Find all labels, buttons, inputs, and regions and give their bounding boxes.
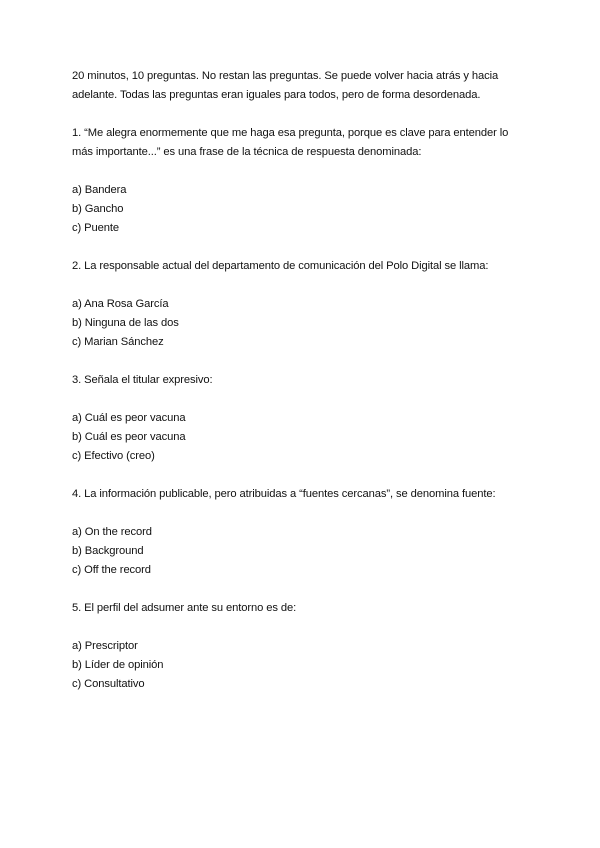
answer-option-a: a) Bandera [72, 184, 127, 196]
intro-paragraph: 20 minutos, 10 preguntas. No restan las preguntas. Se puede volver hacia atrás y hacia adelante. Todas las preguntas eran iguales para todos, pero de forma desordenada. [72, 70, 499, 101]
question-3 [72, 371, 532, 466]
answer-option-a: a) On the record [72, 526, 152, 538]
answer-options [72, 637, 532, 694]
answer-options [72, 409, 532, 466]
question-5 [72, 599, 532, 694]
answer-option-c: c) Off the record [72, 564, 151, 576]
answer-option-a: a) Cuál es peor vacuna [72, 412, 186, 424]
answer-option-b: b) Background [72, 545, 144, 557]
question-1 [72, 124, 532, 238]
question-4 [72, 485, 532, 580]
answer-option-c: c) Efectivo (creo) [72, 450, 155, 462]
answer-option-c: c) Puente [72, 222, 119, 234]
answer-option-c: c) Consultativo [72, 678, 145, 690]
answer-option-c: c) Marian Sánchez [72, 336, 164, 348]
question-text: 1. “Me alegra enormemente que me haga esa pregunta, porque es clave para entender lo más importante...” es una frase de la técnica de respuesta denominada: [72, 127, 509, 158]
answer-option-a: a) Ana Rosa García [72, 298, 169, 310]
answer-option-b: b) Cuál es peor vacuna [72, 431, 186, 443]
answer-options [72, 181, 532, 238]
question-text: 3. Señala el titular expresivo: [72, 374, 213, 386]
answer-option-a: a) Prescriptor [72, 640, 138, 652]
question-2 [72, 257, 532, 352]
answer-options [72, 523, 532, 580]
question-text: 4. La información publicable, pero atribuidas a “fuentes cercanas”, se denomina fuente: [72, 488, 496, 500]
answer-option-b: b) Líder de opinión [72, 659, 164, 671]
answer-option-b: b) Gancho [72, 203, 124, 215]
question-text: 2. La responsable actual del departamento de comunicación del Polo Digital se llama: [72, 260, 489, 272]
answer-options [72, 295, 532, 352]
question-text: 5. El perfil del adsumer ante su entorno es de: [72, 602, 297, 614]
answer-option-b: b) Ninguna de las dos [72, 317, 179, 329]
document-content [72, 67, 532, 713]
